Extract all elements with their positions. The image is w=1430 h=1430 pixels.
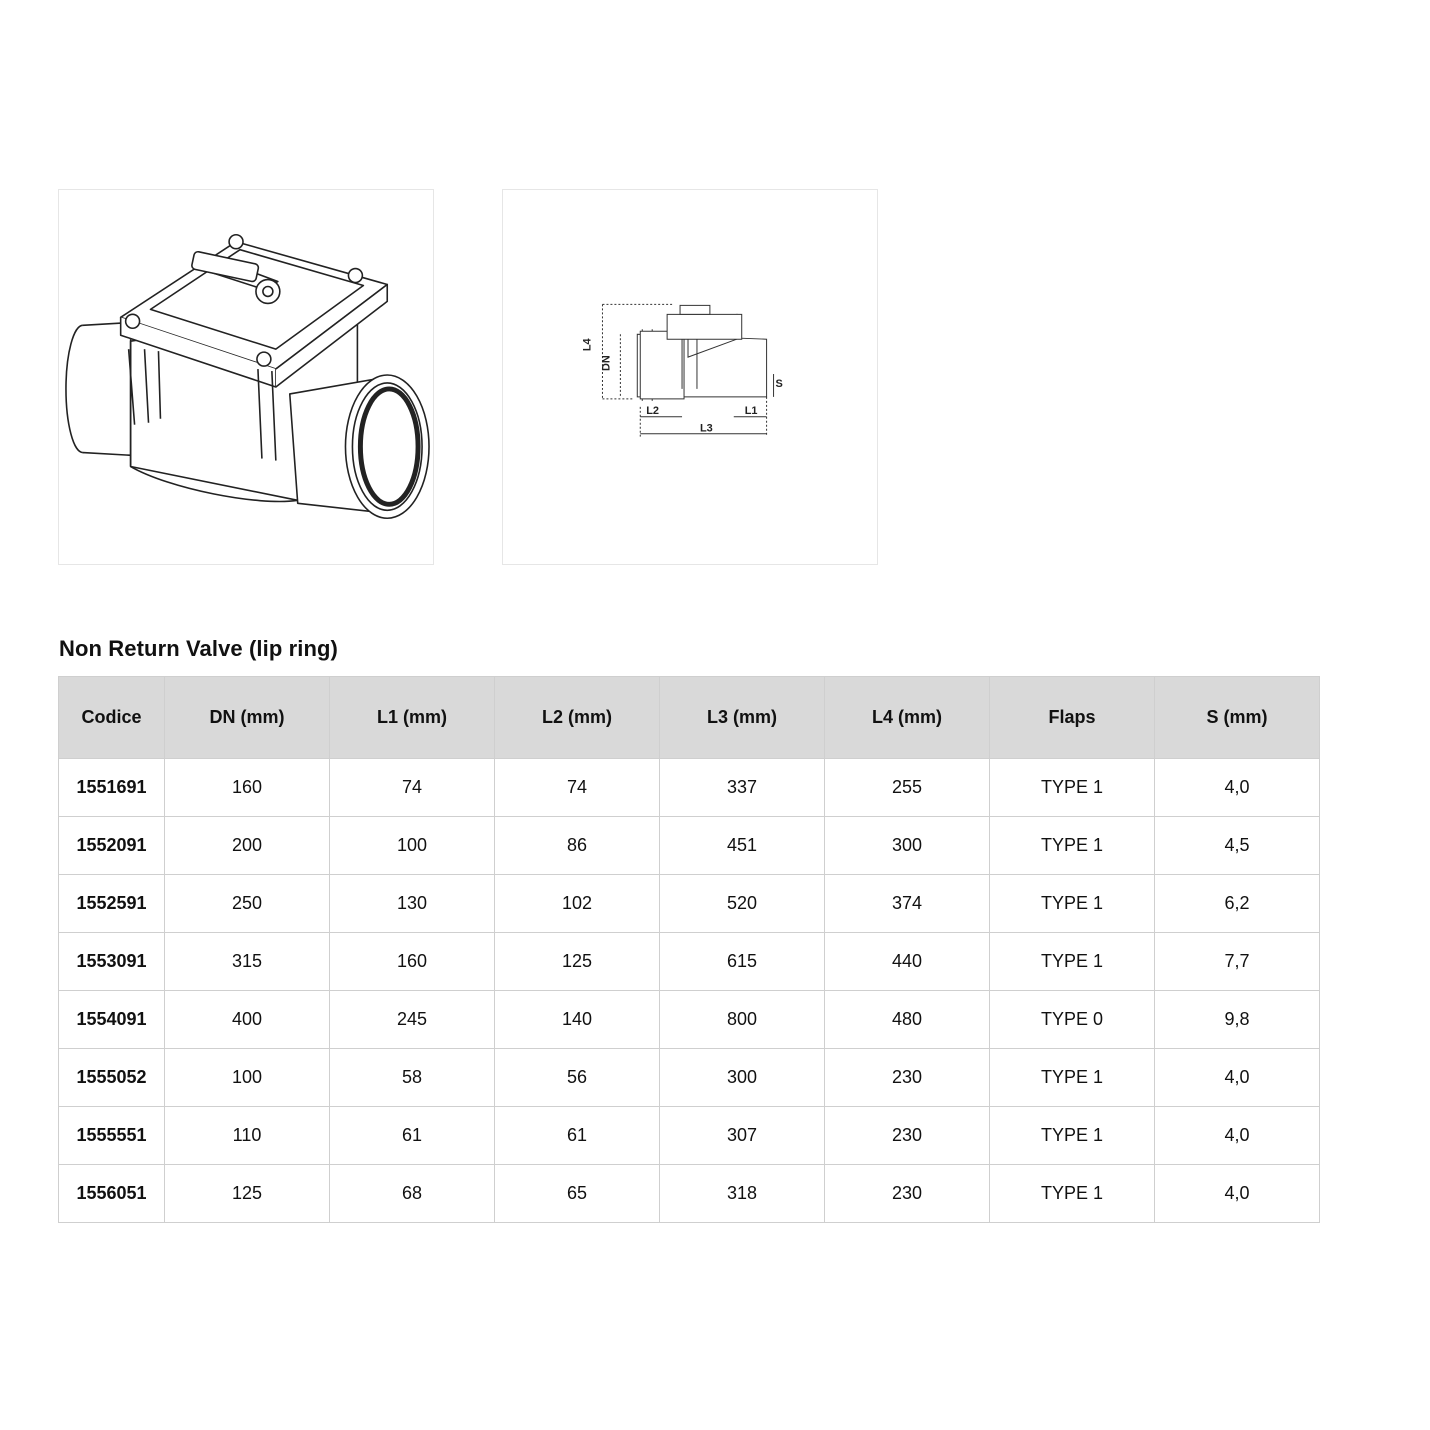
spec-table [58, 676, 1320, 1223]
cell-l2: 86 [495, 817, 660, 875]
cell-l2: 125 [495, 933, 660, 991]
header-l2: L2 (mm) [495, 677, 660, 759]
cell-l1: 74 [330, 759, 495, 817]
cell-l1: 100 [330, 817, 495, 875]
cell-codice: 1554091 [59, 991, 165, 1049]
table-row [59, 759, 1320, 817]
header-l4: L4 (mm) [825, 677, 990, 759]
cell-l4: 440 [825, 933, 990, 991]
cell-l1: 160 [330, 933, 495, 991]
header-codice: Codice [59, 677, 165, 759]
cell-s: 4,0 [1155, 1165, 1320, 1223]
table-row [59, 1049, 1320, 1107]
cell-dn: 110 [165, 1107, 330, 1165]
cell-dn: 125 [165, 1165, 330, 1223]
cell-s: 6,2 [1155, 875, 1320, 933]
cell-codice: 1552091 [59, 817, 165, 875]
valve-isometric-drawing [59, 190, 433, 564]
cell-codice: 1555551 [59, 1107, 165, 1165]
table-row [59, 1165, 1320, 1223]
cell-l3: 337 [660, 759, 825, 817]
cell-l2: 56 [495, 1049, 660, 1107]
dim-label-s: S [775, 377, 783, 390]
cell-codice: 1553091 [59, 933, 165, 991]
table-row [59, 991, 1320, 1049]
cell-l4: 230 [825, 1165, 990, 1223]
cell-l4: 255 [825, 759, 990, 817]
table-row [59, 817, 1320, 875]
cell-s: 7,7 [1155, 933, 1320, 991]
cell-l2: 61 [495, 1107, 660, 1165]
cell-s: 4,5 [1155, 817, 1320, 875]
cell-s: 4,0 [1155, 1107, 1320, 1165]
cell-l4: 230 [825, 1107, 990, 1165]
cell-l2: 65 [495, 1165, 660, 1223]
cell-flaps: TYPE 1 [990, 933, 1155, 991]
table-row [59, 1107, 1320, 1165]
cell-s: 4,0 [1155, 1049, 1320, 1107]
cell-l3: 451 [660, 817, 825, 875]
cell-codice: 1555052 [59, 1049, 165, 1107]
cell-l4: 230 [825, 1049, 990, 1107]
table-header-row [59, 677, 1320, 759]
cell-l4: 374 [825, 875, 990, 933]
cell-s: 9,8 [1155, 991, 1320, 1049]
cell-s: 4,0 [1155, 759, 1320, 817]
cell-codice: 1556051 [59, 1165, 165, 1223]
valve-dimension-drawing [503, 190, 877, 564]
cell-l2: 140 [495, 991, 660, 1049]
cell-l1: 68 [330, 1165, 495, 1223]
cell-codice: 1552591 [59, 875, 165, 933]
cell-l2: 102 [495, 875, 660, 933]
dim-label-l2: L2 [646, 404, 659, 417]
cell-dn: 315 [165, 933, 330, 991]
header-dn: DN (mm) [165, 677, 330, 759]
cell-flaps: TYPE 1 [990, 817, 1155, 875]
cell-dn: 250 [165, 875, 330, 933]
cell-l3: 300 [660, 1049, 825, 1107]
cell-flaps: TYPE 1 [990, 759, 1155, 817]
header-l3: L3 (mm) [660, 677, 825, 759]
cell-l2: 74 [495, 759, 660, 817]
cell-l1: 61 [330, 1107, 495, 1165]
cell-l1: 130 [330, 875, 495, 933]
dim-label-l1: L1 [744, 404, 758, 417]
cell-l1: 58 [330, 1049, 495, 1107]
cell-dn: 400 [165, 991, 330, 1049]
dim-label-l3: L3 [699, 422, 713, 435]
cell-l1: 245 [330, 991, 495, 1049]
cell-dn: 100 [165, 1049, 330, 1107]
cell-l3: 307 [660, 1107, 825, 1165]
table-row [59, 933, 1320, 991]
dim-label-l4: L4 [581, 338, 594, 352]
header-l1: L1 (mm) [330, 677, 495, 759]
cell-flaps: TYPE 1 [990, 1165, 1155, 1223]
table-row [59, 875, 1320, 933]
cell-l3: 615 [660, 933, 825, 991]
cell-l3: 520 [660, 875, 825, 933]
cell-dn: 200 [165, 817, 330, 875]
cell-codice: 1551691 [59, 759, 165, 817]
header-s: S (mm) [1155, 677, 1320, 759]
cell-flaps: TYPE 0 [990, 991, 1155, 1049]
cell-dn: 160 [165, 759, 330, 817]
cell-l4: 300 [825, 817, 990, 875]
cell-flaps: TYPE 1 [990, 875, 1155, 933]
valve-dimension-image [502, 189, 878, 565]
product-title: Non Return Valve (lip ring) [59, 636, 338, 661]
cell-flaps: TYPE 1 [990, 1107, 1155, 1165]
cell-l3: 318 [660, 1165, 825, 1223]
cell-l3: 800 [660, 991, 825, 1049]
valve-isometric-image [58, 189, 434, 565]
cell-l4: 480 [825, 991, 990, 1049]
dim-label-dn: DN [600, 355, 613, 372]
cell-flaps: TYPE 1 [990, 1049, 1155, 1107]
header-flaps: Flaps [990, 677, 1155, 759]
